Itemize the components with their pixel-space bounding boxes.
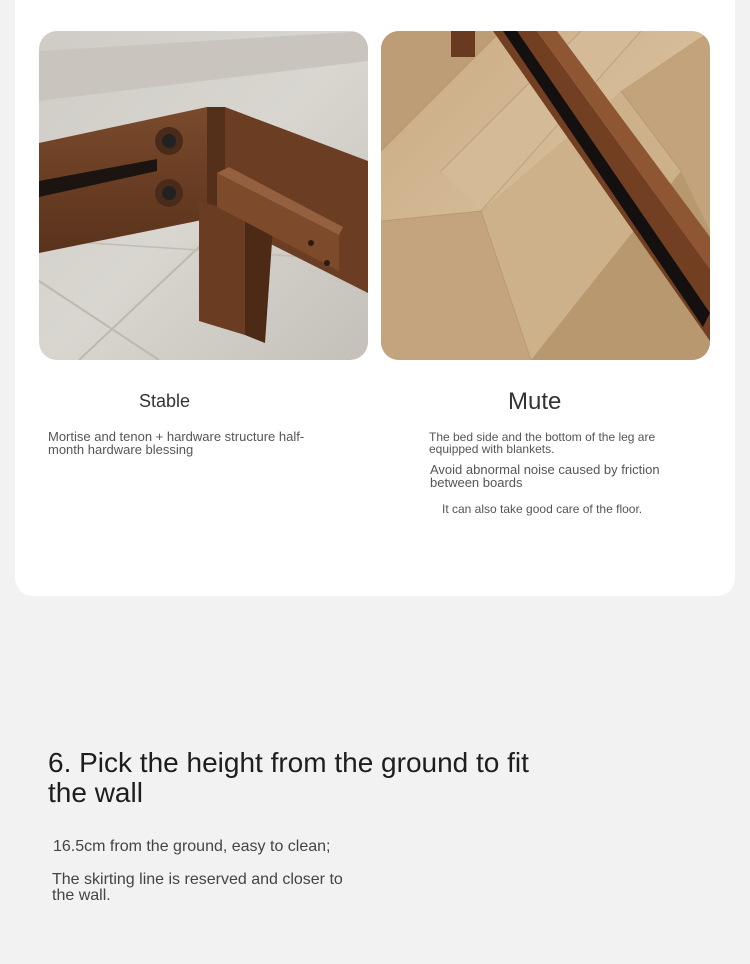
feature-desc-mute-3: It can also take good care of the floor.: [442, 502, 643, 516]
section-line-1: 16.5cm from the ground, easy to clean;: [53, 838, 331, 855]
section-line-2: The skirting line is reserved and closer to the wall.: [52, 871, 343, 904]
feature-desc-mute-2: Avoid abnormal noise caused by friction between boards: [430, 462, 660, 490]
feature-desc-stable: Mortise and tenon + hardware structure half-month hardware blessing: [48, 429, 305, 457]
herringbone-floor-rail-photo: [381, 31, 710, 360]
section-heading: 6. Pick the height from the ground to fit the wall: [48, 747, 529, 808]
feature-title-mute: Mute: [508, 388, 562, 415]
feature-title-stable: Stable: [139, 391, 191, 411]
feature-desc-mute-1: The bed side and the bottom of the leg are equipped with blankets.: [429, 430, 656, 456]
bed-frame-joint-photo: [39, 31, 368, 360]
